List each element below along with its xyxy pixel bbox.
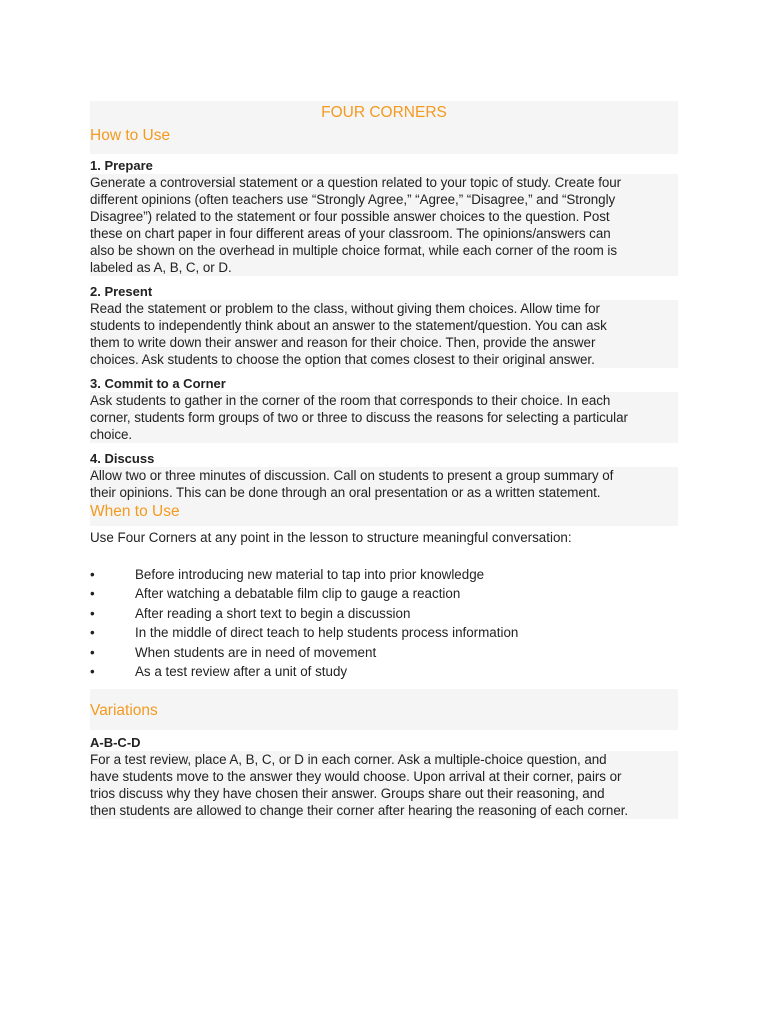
text-line: choice. — [90, 427, 133, 442]
text-line: choices. Ask students to choose the option that comes closest to their original answer. — [90, 352, 595, 367]
list-item — [90, 643, 678, 662]
text-line: trios discuss why they have chosen their answer. Groups share out their reasoning, and — [90, 786, 605, 802]
list-item — [90, 584, 678, 603]
text-line: these on chart paper in four different areas of your classroom. The opinions/answers can — [90, 226, 611, 241]
step-commit-text — [90, 392, 678, 443]
step-present-heading: 2. Present — [90, 284, 678, 300]
list-item-text: When students are in need of movement — [135, 644, 377, 660]
list-item — [90, 662, 678, 681]
list-item-text: In the middle of direct teach to help students process information — [135, 625, 519, 641]
variations-heading: Variations — [90, 689, 678, 730]
variation-abcd-text — [90, 751, 678, 819]
step-prepare-heading: 1. Prepare — [90, 158, 678, 174]
bullet-icon: • — [90, 586, 95, 602]
bullet-icon: • — [90, 605, 95, 621]
text-line: also be shown on the overhead in multiple choice format, while each corner of the room is — [90, 243, 617, 258]
text-line: then students are allowed to change their corner after hearing the reasoning of each corner. — [90, 803, 629, 819]
text-line: corner, students form groups of two or three to discuss the reasons for selecting a particular — [90, 410, 628, 425]
text-line: their opinions. This can be done through an oral presentation or as a written statement. — [90, 485, 601, 500]
list-item — [90, 604, 678, 623]
text-line: different opinions (often teachers use “Strongly Agree,” “Agree,” “Disagree,” and “Strongly — [90, 192, 616, 207]
document-page — [90, 101, 678, 819]
list-item — [90, 623, 678, 642]
when-to-use-intro: Use Four Corners at any point in the lesson to structure meaningful conversation: — [90, 530, 572, 545]
text-line: Read the statement or problem to the class, without giving them choices. Allow time for — [90, 301, 600, 316]
variation-abcd-heading: A-B-C-D — [90, 735, 678, 751]
bullet-icon: • — [90, 567, 95, 582]
bullet-icon: • — [90, 663, 95, 679]
list-item-text: Before introducing new material to tap into prior knowledge — [135, 567, 485, 582]
step-discuss-heading: 4. Discuss — [90, 451, 678, 467]
text-line: Generate a controversial statement or a question related to your topic of study. Create four — [90, 175, 622, 190]
how-to-use-heading: How to Use — [90, 125, 678, 154]
list-item-text: As a test review after a unit of study — [135, 663, 348, 679]
text-line: Allow two or three minutes of discussion. Call on students to present a group summary of — [90, 468, 614, 483]
text-line: Ask students to gather in the corner of the room that corresponds to their choice. In each — [90, 393, 611, 408]
when-to-use-list — [90, 565, 678, 681]
list-item — [90, 565, 678, 584]
list-item-text: After watching a debatable film clip to gauge a reaction — [135, 586, 461, 602]
text-line: them to write down their answer and reason for their choice. Then, provide the answer — [90, 335, 596, 350]
text-line: labeled as A, B, C, or D. — [90, 260, 232, 275]
bullet-icon: • — [90, 625, 95, 641]
step-commit-heading: 3. Commit to a Corner — [90, 376, 678, 392]
when-to-use-heading: When to Use — [90, 501, 678, 526]
text-line: Disagree”) related to the statement or four possible answer choices to the question. Post — [90, 209, 610, 224]
step-discuss-text — [90, 467, 678, 501]
page-title: FOUR CORNERS — [90, 101, 678, 125]
bullet-icon: • — [90, 644, 95, 660]
text-line: For a test review, place A, B, C, or D in each corner. Ask a multiple-choice question, and — [90, 752, 607, 768]
text-line: students to independently think about an answer to the statement/question. You can ask — [90, 318, 607, 333]
list-item-text: After reading a short text to begin a discussion — [135, 605, 411, 621]
step-present-text — [90, 300, 678, 368]
step-prepare-text — [90, 174, 678, 276]
text-line: have students move to the answer they would choose. Upon arrival at their corner, pairs or — [90, 769, 622, 785]
